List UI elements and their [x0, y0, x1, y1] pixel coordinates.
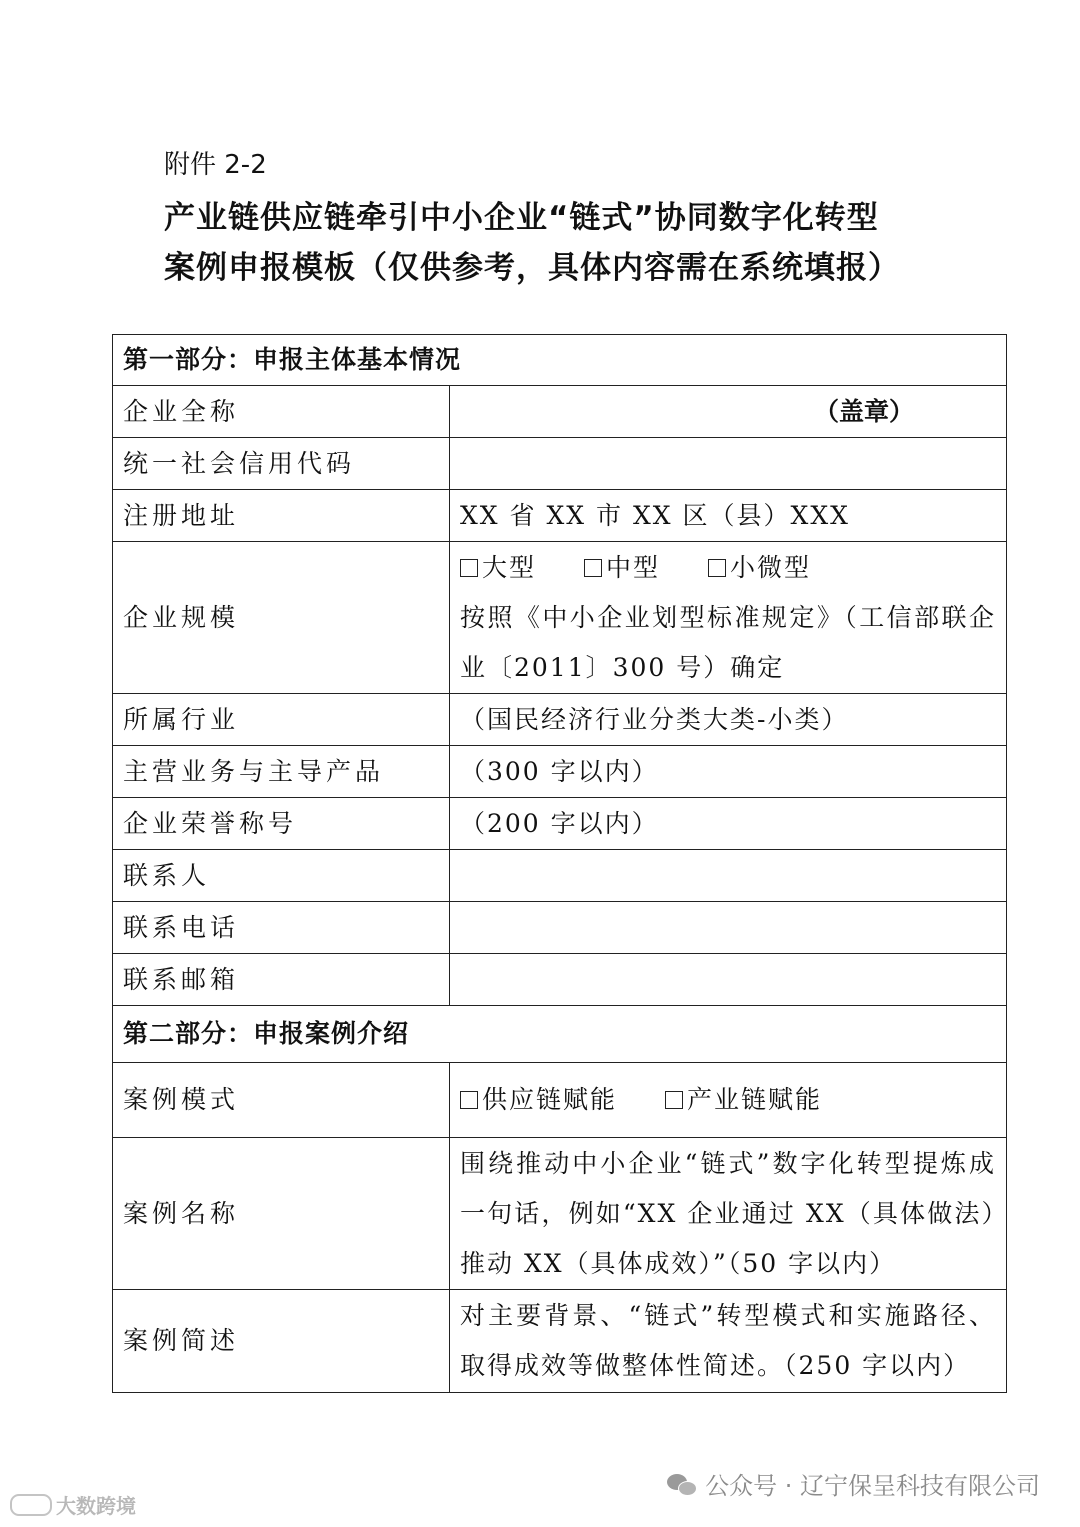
label-scale: 企业规模 [113, 542, 450, 694]
label-address: 注册地址 [113, 490, 450, 542]
section-header-part2 [113, 1006, 1007, 1063]
field-company-name[interactable] [450, 386, 1007, 438]
case-summary-hint: 对主要背景、“链式”转型模式和实施路径、取得成效等做整体性简述。（250 字以内） [460, 1301, 997, 1380]
corner-watermark [10, 1490, 136, 1519]
scale-options [460, 543, 996, 593]
checkbox-supply-chain[interactable]: 供应链赋能 [460, 1080, 617, 1120]
checkbox-large[interactable]: 大型 [460, 543, 536, 593]
label-case-name: 案例名称 [113, 1138, 450, 1290]
label-company-name: 企业全称 [113, 386, 450, 438]
case-name-hint: 围绕推动中小企业“链式”数字化转型提炼成一句话，例如“XX 企业通过 XX（具体做法）推动 XX（具体成效）”（50 字以内） [460, 1148, 997, 1278]
field-credit-code[interactable] [450, 438, 1007, 490]
field-case-mode[interactable] [450, 1063, 1007, 1138]
label-case-summary: 案例简述 [113, 1290, 450, 1393]
table-row [113, 798, 1007, 850]
table-row [113, 902, 1007, 954]
checkbox-icon [708, 559, 726, 577]
table-row [113, 1063, 1007, 1138]
label-email: 联系邮箱 [113, 954, 450, 1006]
field-email[interactable] [450, 954, 1007, 1006]
table-row [113, 850, 1007, 902]
field-honors[interactable]: （200 字以内） [450, 798, 1007, 850]
label-credit-code: 统一社会信用代码 [113, 438, 450, 490]
checkbox-small-micro[interactable]: 小微型 [708, 543, 811, 593]
label-honors: 企业荣誉称号 [113, 798, 450, 850]
field-scale[interactable] [450, 542, 1007, 694]
field-case-summary[interactable] [450, 1290, 1007, 1393]
field-phone[interactable] [450, 902, 1007, 954]
table-row [113, 490, 1007, 542]
wechat-icon [667, 1472, 697, 1496]
corner-watermark-text: 大数跨境 [56, 1494, 136, 1518]
field-contact[interactable] [450, 850, 1007, 902]
field-case-name[interactable] [450, 1138, 1007, 1290]
checkbox-industry-chain[interactable]: 产业链赋能 [665, 1080, 822, 1120]
wechat-watermark [667, 1466, 1040, 1501]
field-address[interactable]: XX 省 XX 市 XX 区（县）XXX [450, 490, 1007, 542]
document-title-line2: 案例申报模板（仅供参考，具体内容需在系统填报） [164, 250, 900, 286]
table-row [113, 1290, 1007, 1393]
checkbox-icon [460, 559, 478, 577]
table-row [113, 438, 1007, 490]
field-industry[interactable]: （国民经济行业分类大类-小类） [450, 694, 1007, 746]
checkbox-icon [584, 559, 602, 577]
label-case-mode: 案例模式 [113, 1063, 450, 1138]
scale-note: 按照《中小企业划型标准规定》（工信部联企业〔2011〕300 号）确定 [460, 602, 997, 682]
section-header-part1 [113, 335, 1007, 386]
section-title-part1: 第一部分：申报主体基本情况 [113, 335, 1007, 386]
table-row [113, 746, 1007, 798]
label-phone: 联系电话 [113, 902, 450, 954]
application-form-table [112, 334, 1007, 1393]
checkbox-icon [460, 1091, 478, 1109]
table-row [113, 954, 1007, 1006]
document-title-line1: 产业链供应链牵引中小企业“链式”协同数字化转型 [164, 200, 879, 236]
table-row [113, 694, 1007, 746]
field-main-business[interactable]: （300 字以内） [450, 746, 1007, 798]
label-industry: 所属行业 [113, 694, 450, 746]
table-row [113, 386, 1007, 438]
watermark-text: 公众号 · 辽宁保呈科技有限公司 [705, 1472, 1040, 1500]
section-title-part2: 第二部分：申报案例介绍 [113, 1006, 1007, 1063]
logo-icon [10, 1494, 52, 1516]
checkbox-icon [665, 1091, 683, 1109]
label-main-business: 主营业务与主导产品 [113, 746, 450, 798]
label-contact: 联系人 [113, 850, 450, 902]
seal-placeholder: （盖章） [814, 396, 915, 426]
checkbox-medium[interactable]: 中型 [584, 543, 660, 593]
attachment-label: 附件 2-2 [164, 150, 267, 180]
table-row [113, 542, 1007, 694]
case-mode-options [460, 1080, 996, 1120]
table-row [113, 1138, 1007, 1290]
